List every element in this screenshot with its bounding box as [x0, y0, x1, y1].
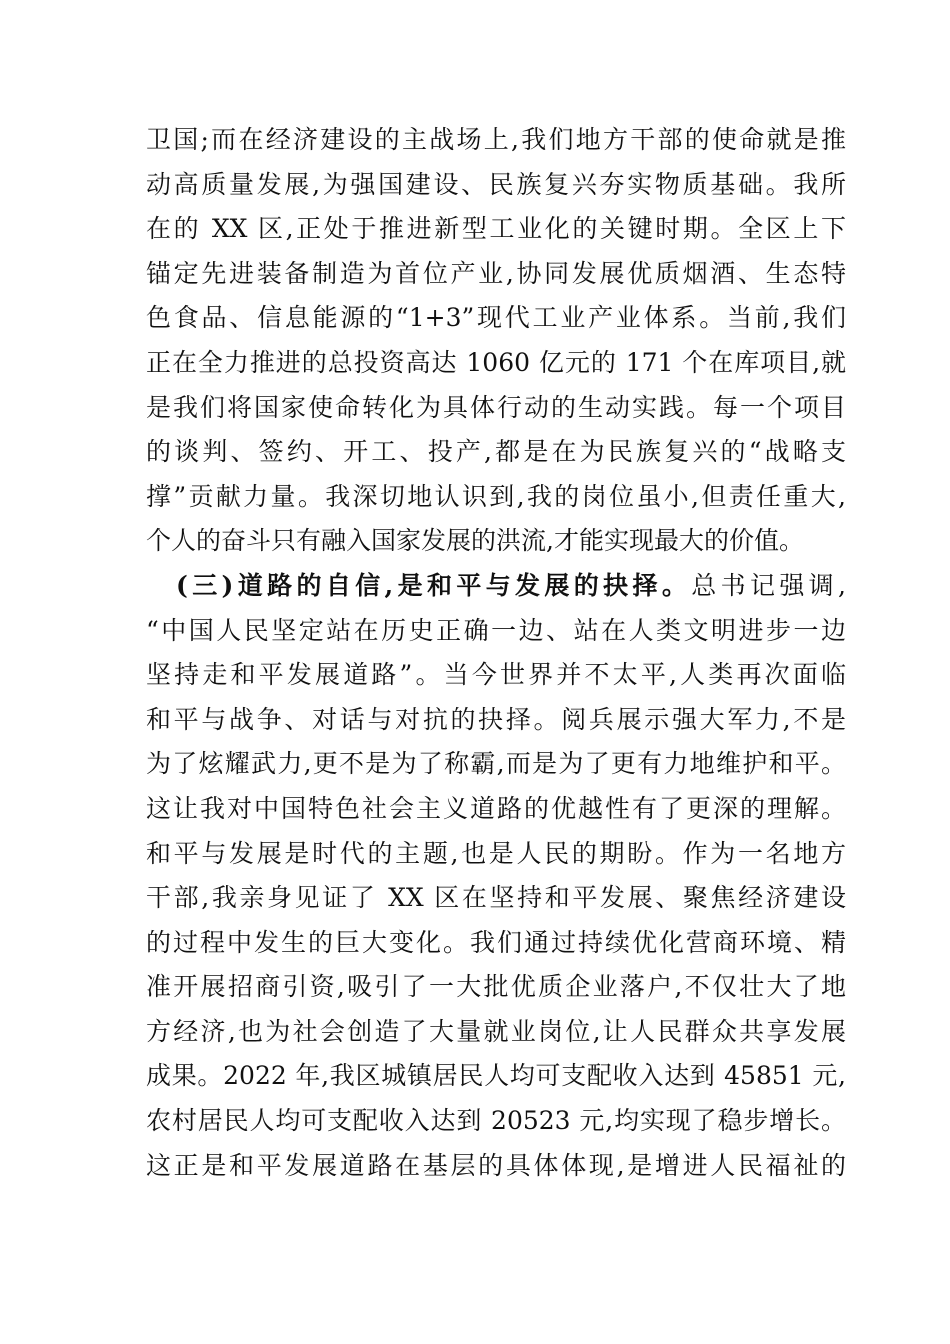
paragraph-line: 坚持走和平发展道路”。当今世界并不太平,人类再次面临 — [146, 660, 846, 690]
paragraph-line: 和平与战争、对话与对抗的抉择。阅兵展示强大军力,不是 — [146, 704, 846, 734]
paragraph-line: 在的 XX 区,正处于推进新型工业化的关键时期。全区上下 — [146, 214, 846, 244]
section-heading: (三)道路的自信,是和平与发展的抉择。 — [176, 570, 692, 600]
paragraph-line: 个人的奋斗只有融入国家发展的洪流,才能实现最大的价值。 — [146, 526, 804, 556]
paragraph-line: 是我们将国家使命转化为具体行动的生动实践。每一个项目 — [146, 392, 846, 422]
paragraph-line: 卫国;而在经济建设的主战场上,我们地方干部的使命就是推 — [146, 125, 846, 154]
section-first-line-rest: 总书记强调, — [691, 570, 846, 600]
body-text — [146, 118, 846, 1188]
paragraph-line: 准开展招商引资,吸引了一大批优质企业落户,不仅壮大了地 — [146, 972, 846, 1002]
paragraph-line: 为了炫耀武力,更不是为了称霸,而是为了更有力地维护和平。 — [146, 749, 846, 779]
section-first-line — [146, 564, 846, 609]
paragraph-line: 色食品、信息能源的“1+3”现代工业产业体系。当前,我们 — [146, 303, 846, 333]
paragraph-line: 方经济,也为社会创造了大量就业岗位,让人民群众共享发展 — [146, 1016, 846, 1046]
paragraph-line: 农村居民人均可支配收入达到 20523 元,均实现了稳步增长。 — [146, 1106, 846, 1136]
paragraph-line: 动高质量发展,为强国建设、民族复兴夯实物质基础。我所 — [146, 169, 846, 199]
paragraph-line: 的过程中发生的巨大变化。我们通过持续优化营商环境、精 — [146, 927, 846, 957]
paragraph-line: 撑”贡献力量。我深切地认识到,我的岗位虽小,但责任重大, — [146, 481, 846, 511]
paragraph-line: 锚定先进装备制造为首位产业,协同发展优质烟酒、生态特 — [146, 258, 846, 288]
paragraph-line: 干部,我亲身见证了 XX 区在坚持和平发展、聚焦经济建设 — [146, 883, 846, 913]
paragraph-line: “中国人民坚定站在历史正确一边、站在人类文明进步一边 — [146, 615, 846, 645]
paragraph-line: 的谈判、签约、开工、投产,都是在为民族复兴的“战略支 — [146, 437, 846, 467]
paragraph-line: 这让我对中国特色社会主义道路的优越性有了更深的理解。 — [146, 793, 846, 823]
paragraph-line: 正在全力推进的总投资高达 1060 亿元的 171 个在库项目,就 — [146, 347, 846, 377]
paragraph-line: 这正是和平发展道路在基层的具体体现,是增进人民福祉的 — [146, 1150, 846, 1180]
paragraph-line: 成果。2022 年,我区城镇居民人均可支配收入达到 45851 元, — [146, 1061, 846, 1091]
paragraph-line: 和平与发展是时代的主题,也是人民的期盼。作为一名地方 — [146, 838, 846, 868]
